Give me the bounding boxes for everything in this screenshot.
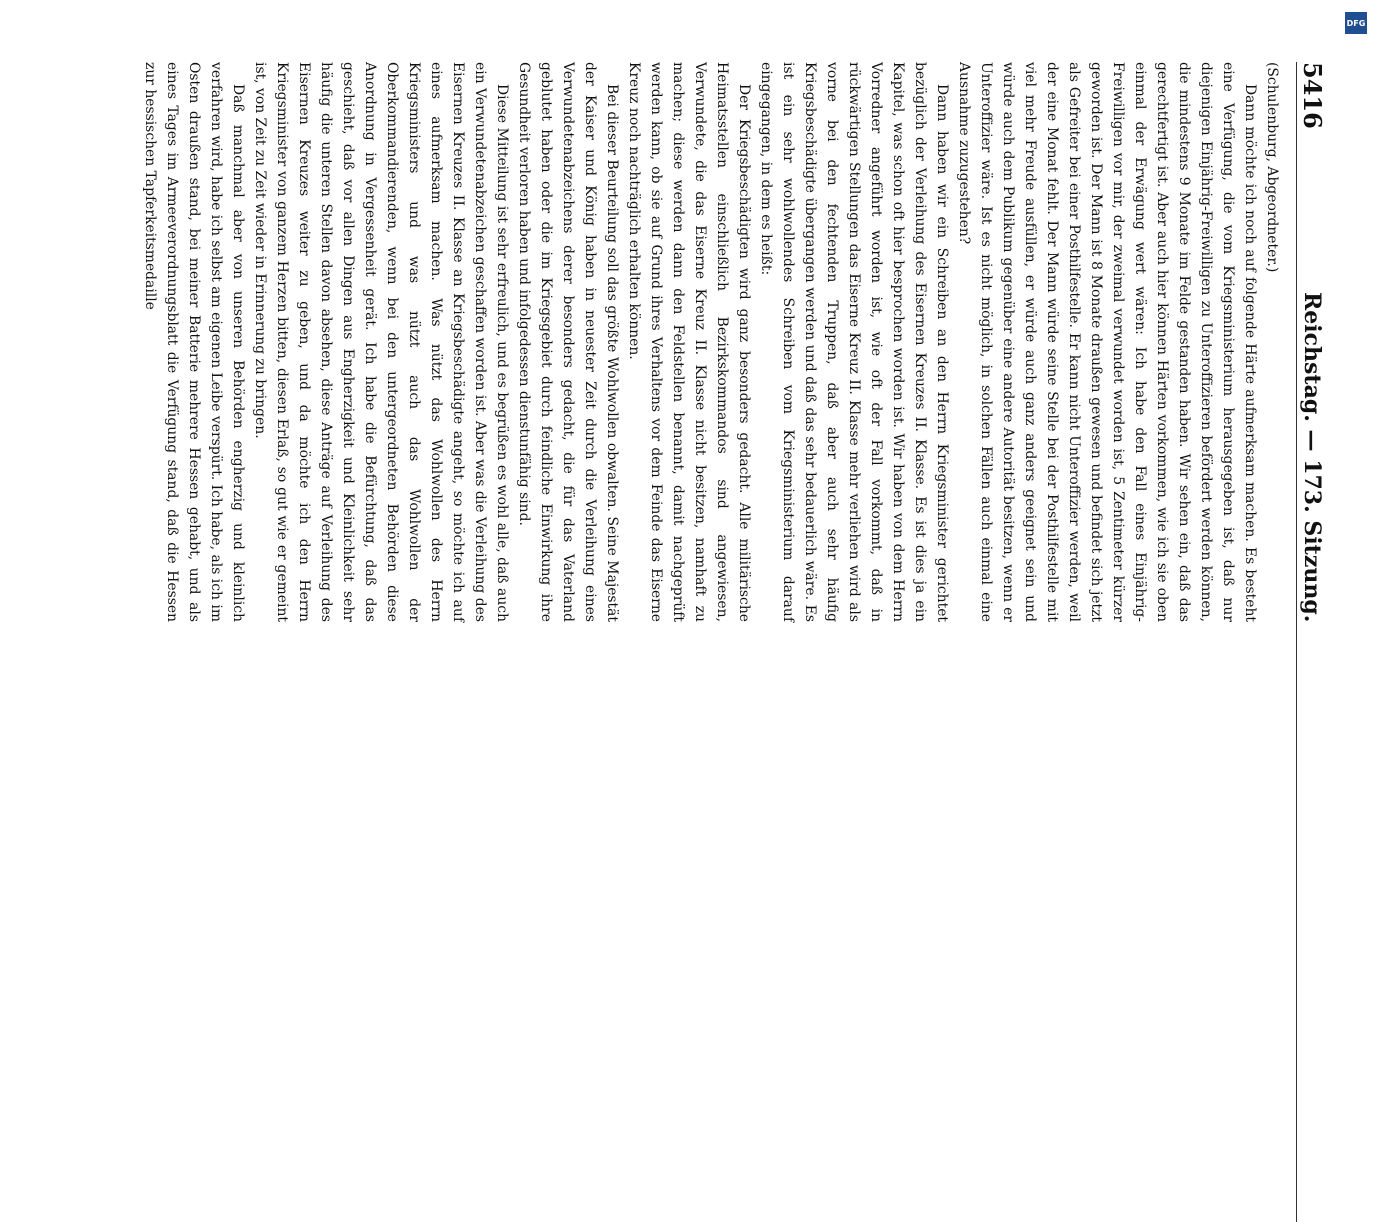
page-title: Reichstag. — 173. Sitzung.	[1299, 292, 1325, 623]
dfg-logo	[1345, 12, 1367, 34]
paragraph: Bei dieser Beurteilung soll das größte Wohlwollen obwalten. Seine Majestät der Kaiser und König haben in neuester Zeit durch die Verleihung eines Verwundetenabzeichens derer besonders gedacht, die für das Vaterland geblutet haben oder die im Kriegsgebiet durch feindliche Einwirkung ihre Gesundheit verloren haben und infolgedessen dienstunfähig sind.	[516, 62, 620, 622]
page-number: 5416	[1298, 62, 1327, 129]
dfg-logo-text: DFG	[1345, 12, 1367, 34]
paragraph: Dann haben wir ein Schreiben an den Herrn Kriegsminister gerichtet bezüglich der Verleihung des Eisernen Kreuzes II. Klasse. Es ist dies ja ein Kapitel, was schon oft hier besprochen worden ist. Wir haben von dem Herrn Vorredner angeführt worden ist, wie oft der Fall vorkommt, daß in rückwärtigen Stellungen das Eiserne Kreuz II. Klasse mehr verliehen wird als vorne bei den fechtenden Truppen, daß aber auch sehr häufig Kriegsbeschädigte übergangen werden und daß das sehr bedauerlich wäre. Es ist ein sehr wohlwollendes Schreiben vom Kriegsministerium darauf eingegangen, in dem es heißt:	[758, 62, 950, 622]
paragraph: Dann möchte ich noch auf folgende Härte aufmerksam machen. Es besteht eine Verfügung, die vom Kriegsministerium herausgegeben ist, daß nur diejenigen Einjährig-Freiwilligen zu Unteroffizieren befördert werden können, die mindestens 9 Monate im Felde gestanden haben. Wir sehen ein, daß das gerechtfertigt ist. Aber auch hier können Härten vorkommen, wie ich sie oben einmal der Erwägung wert wären: Ich habe den Fall eines Einjährig-Freiwilligen vor mir, der zweimal verwundet worden ist, 5 Zentimeter kürzer geworden ist. Der Mann ist 8 Monate draußen gewesen und befindet sich jetzt als Gefreiter bei einer Posthilfestelle. Er kann nicht Unteroffizier werden, weil der eine Monat fehlt. Der Mann würde seine Stelle bei der Posthilfestelle mit viel mehr Freude ausfüllen, er würde auch ganz anders geeignet sein und würde auch dem Publikum gegenüber eine andere Autorität besitzen, wenn er Unteroffizier wäre. Ist es nicht möglich, in solchen Fällen auch einmal eine Ausnahme zuzugestehen?	[956, 62, 1258, 622]
paragraph: Der Kriegsbeschädigten wird ganz besonders gedacht. Alle militärische Heimatsstellen einschließlich Bezirkskommandos sind angewiesen, Verwundete, die das Eiserne Kreuz II. Klasse nicht besitzen, namhaft zu machen; diese werden dann den Feldstellen benannt, damit nachgeprüft werden kann, ob sie auf Grund ihres Verhaltens vor dem Feinde das Eiserne Kreuz noch nachträglich erhalten können.	[626, 62, 752, 622]
paragraph: Diese Mitteilung ist sehr erfreulich, und es begrüßen es wohl alle, daß auch ein Verwundetenabzeichen geschaffen worden ist. Aber was die Verleihung des Eisernen Kreuzes II. Klasse an Kriegsbeschädigte angeht, so möchte ich auf eines aufmerksam machen. Was nützt das Wohlwollen des Herrn Kriegsministers und was nützt auch das Wohlwollen der Oberkommandierenden, wenn bei den untergeordneten Behörden diese Anordnung in Vergessenheit gerät. Ich habe die Befürchtung, daß das geschieht, daß vor allen Dingen aus Engherzigkeit und Kleinlichkeit sehr häufig die unteren Stellen davon absehen, diese Anträge auf Verleihung des Eisernen Kreuzes weiter zu geben, und da möchte ich den Herrn Kriegsminister von ganzem Herzen bitten, diesen Erlaß, so gut wie er gemeint ist, von Zeit zu Zeit wieder in Erinnerung zu bringen.	[252, 62, 510, 622]
column-left	[139, 62, 1283, 622]
paragraph: Daß manchmal aber von unseren Behörden engherzig und kleinlich verfahren wird, habe ich selbst am eigenen Leibe verspürt. Ich habe, als ich im Osten draußen stand, bei meiner Batterie mehrere Hessen gehabt, und als eines Tages im Armeeverordnungsblatt die Verfügung stand, daß die Hessen zur hessischen Tapferkeitsmedaille	[142, 62, 246, 622]
speaker-label: (Schulenburg, Abgeordneter.)	[1264, 62, 1280, 273]
page-header	[1295, 62, 1335, 842]
header-rule	[1296, 62, 1297, 1222]
